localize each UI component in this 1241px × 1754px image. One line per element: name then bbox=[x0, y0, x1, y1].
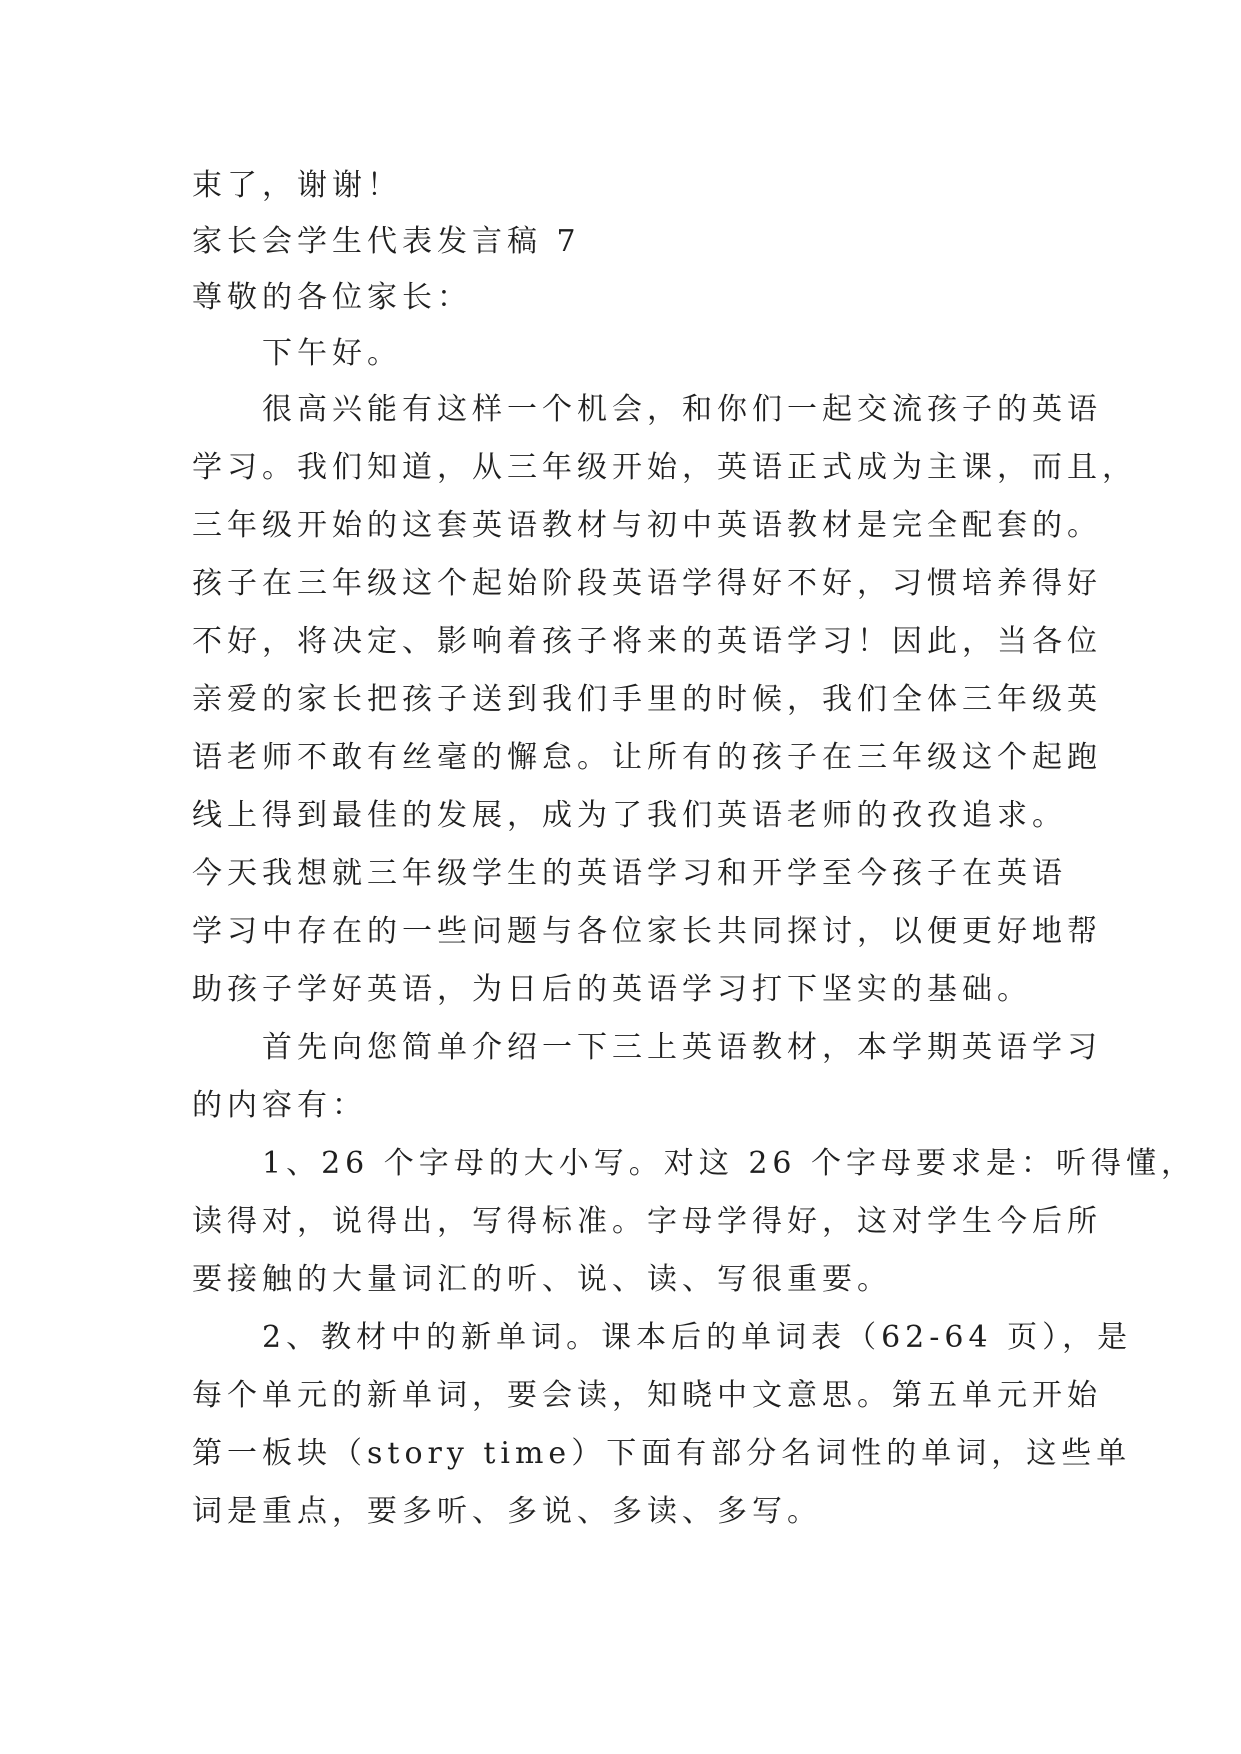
text-line: 要接触的大量词汇的听、说、读、写很重要。 bbox=[192, 1262, 892, 1297]
text-line: 助孩子学好英语，为日后的英语学习打下坚实的基础。 bbox=[192, 972, 1032, 1007]
section-title: 家长会学生代表发言稿 7 bbox=[192, 224, 581, 259]
text-line: 很高兴能有这样一个机会，和你们一起交流孩子的英语 bbox=[192, 392, 1102, 427]
text-line: 首先向您简单介绍一下三上英语教材，本学期英语学习 bbox=[192, 1030, 1102, 1065]
greeting: 下午好。 bbox=[192, 336, 402, 371]
text-line: 学习。我们知道，从三年级开始，英语正式成为主课，而且， bbox=[192, 450, 1137, 485]
text-line: 三年级开始的这套英语教材与初中英语教材是完全配套的。 bbox=[192, 508, 1102, 543]
text-line: 词是重点，要多听、多说、多读、多写。 bbox=[192, 1494, 822, 1529]
text-line: 孩子在三年级这个起始阶段英语学得好不好，习惯培养得好 bbox=[192, 566, 1102, 601]
text-line: 束了，谢谢！ bbox=[192, 168, 402, 203]
text-line: 第一板块（story time）下面有部分名词性的单词，这些单 bbox=[192, 1436, 1132, 1471]
text-line: 2、教材中的新单词。课本后的单词表（62-64 页），是 bbox=[192, 1320, 1133, 1355]
text-line: 读得对，说得出，写得标准。字母学得好，这对学生今后所 bbox=[192, 1204, 1102, 1239]
text-line: 1、26 个字母的大小写。对这 26 个字母要求是：听得懂， bbox=[192, 1146, 1197, 1181]
text-line: 今天我想就三年级学生的英语学习和开学至今孩子在英语 bbox=[192, 856, 1067, 891]
text-line: 亲爱的家长把孩子送到我们手里的时候，我们全体三年级英 bbox=[192, 682, 1102, 717]
text-line: 线上得到最佳的发展，成为了我们英语老师的孜孜追求。 bbox=[192, 798, 1067, 833]
text-line: 语老师不敢有丝毫的懈怠。让所有的孩子在三年级这个起跑 bbox=[192, 740, 1102, 775]
document-body bbox=[192, 158, 1197, 1542]
text-line: 每个单元的新单词，要会读，知晓中文意思。第五单元开始 bbox=[192, 1378, 1102, 1413]
text-line: 的内容有： bbox=[192, 1088, 367, 1123]
salutation: 尊敬的各位家长： bbox=[192, 280, 472, 315]
text-line: 不好，将决定、影响着孩子将来的英语学习！因此，当各位 bbox=[192, 624, 1102, 659]
text-line: 学习中存在的一些问题与各位家长共同探讨，以便更好地帮 bbox=[192, 914, 1102, 949]
